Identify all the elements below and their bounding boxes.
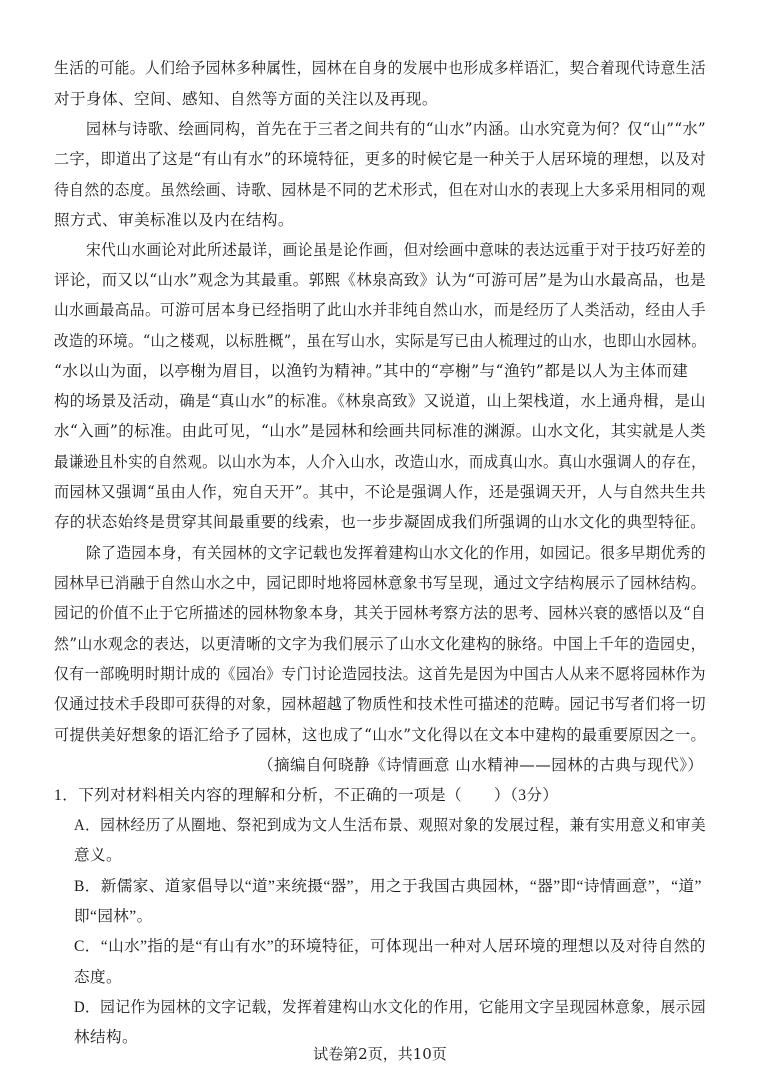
option-a-cont: 意义。 <box>74 847 122 864</box>
option-b-cont: 即“园林”。 <box>74 908 153 925</box>
passage-line: 评论，而又以“山水”观念为其最重。郭熙《林泉高致》认为“可游可居”是为山水最高品，也是 <box>54 271 706 289</box>
passage-line: 对于身体、空间、感知、自然等方面的关注以及再现。 <box>54 90 438 108</box>
passage-line: “水以山为面，以亭榭为眉目，以渔钓为精神。”其中的“亭榭”与“渔钓”都是以人为主体而建 <box>54 362 689 380</box>
option-c-cont: 态度。 <box>74 969 122 986</box>
passage-source: （摘编自何晓静《诗情画意 山水精神——园林的古典与现代》） <box>258 756 704 774</box>
passage-line: 构的场景及活动，确是“真山水”的标准。《林泉高致》又说道，山上架栈道，水上通舟楫，是山 <box>54 392 707 410</box>
passage-line: 可提供美好想象的语汇给予了园林，这也成了“山水”文化得以在文本中建构的最重要原因之一。 <box>54 726 706 744</box>
passage-line: 仅有一部晚明时期计成的《园冶》专门讨论造园技法。这首先是因为中国古人从来不愿将园林作为 <box>54 665 706 683</box>
passage-line: 山水画最高品。可游可居本身已经指明了此山水并非纯自然山水，而是经历了人类活动，经由人手 <box>54 301 706 319</box>
option-b[interactable]: B．新儒家、道家倡导以“道”来统摄“器”，用之于我国古典园林，“器”即“诗情画意”，“道” <box>74 878 702 895</box>
passage-line: 除了造园本身，有关园林的文字记载也发挥着建构山水文化的作用，如园记。很多早期优秀的 <box>86 544 707 562</box>
option-c[interactable]: C．“山水”指的是“有山有水”的环境特征，可体现出一种对人居环境的理想以及对待自然的 <box>74 938 706 955</box>
passage-line: 园林与诗歌、绘画同构，首先在于三者之间共有的“山水”内涵。山水究竟为何？仅“山”“水” <box>86 120 706 138</box>
passage-line: 然”山水观念的表达，以更清晰的文字为我们展示了山水文化建构的脉络。中国上千年的造园史， <box>54 635 706 653</box>
passage-line: 照方式、审美标准以及内在结构。 <box>54 211 294 229</box>
passage-line: 园林早已消融于自然山水之中，园记即时地将园林意象书写呈现，通过文字结构展示了园林结构。 <box>54 574 706 592</box>
passage-line: 而园林又强调“虽由人作，宛自天开”。其中，不论是强调人作，还是强调天开，人与自然共生共 <box>54 483 706 501</box>
option-d[interactable]: D．园记作为园林的文字记载，发挥着建构山水文化的作用，它能用文字呈现园林意象，展示园 <box>74 999 706 1016</box>
passage-line: 存的状态始终是贯穿其间最重要的线索，也一步步凝固成我们所强调的山水文化的典型特征。 <box>54 513 707 531</box>
passage-line: 宋代山水画论对此所述最详，画论虽是论作画，但对绘画中意味的表达远重于对于技巧好差的 <box>86 241 707 259</box>
passage-line: 仅通过技术手段即可获得的对象，园林超越了物质性和技术性可描述的范畴。园记书写者们将一切 <box>54 695 706 713</box>
passage-line: 待自然的态度。虽然绘画、诗歌、园林是不同的艺术形式，但在对山水的表现上大多采用相同的观 <box>54 181 706 199</box>
passage-line: 二字，即道出了这是“有山有水”的环境特征，更多的时候它是一种关于人居环境的理想，以及对 <box>54 150 706 168</box>
passage-line: 最谦逊且朴实的自然观。以山水为本，人介入山水，改造山水，而成真山水。真山水强调人的存在， <box>54 453 707 471</box>
question-stem: 1．下列对材料相关内容的理解和分析，不正确的一项是（ ）（3分） <box>54 787 559 804</box>
option-a[interactable]: A．园林经历了从圈地、祭祀到成为文人生活布景、观照对象的发展过程，兼有实用意义和审美 <box>74 817 706 834</box>
passage-line: 生活的可能。人们给予园林多种属性，园林在自身的发展中也形成多样语汇，契合着现代诗意生活 <box>54 59 706 77</box>
option-d-cont: 林结构。 <box>74 1029 138 1046</box>
passage-line: 改造的环境。“山之楼观，以标胜概”，虽在写山水，实际是写已由人梳理过的山水，也即山水园林。 <box>54 332 707 350</box>
passage-line: 水“入画”的标准。由此可见，“山水”是园林和绘画共同标准的渊源。山水文化，其实就是人类 <box>54 422 706 440</box>
passage-line: 园记的价值不止于它所描述的园林物象本身，其关于园林考察方法的思考、园林兴衰的感悟以及“自 <box>54 604 706 622</box>
page-footer: 试卷第2页，共10页 <box>313 1045 447 1063</box>
